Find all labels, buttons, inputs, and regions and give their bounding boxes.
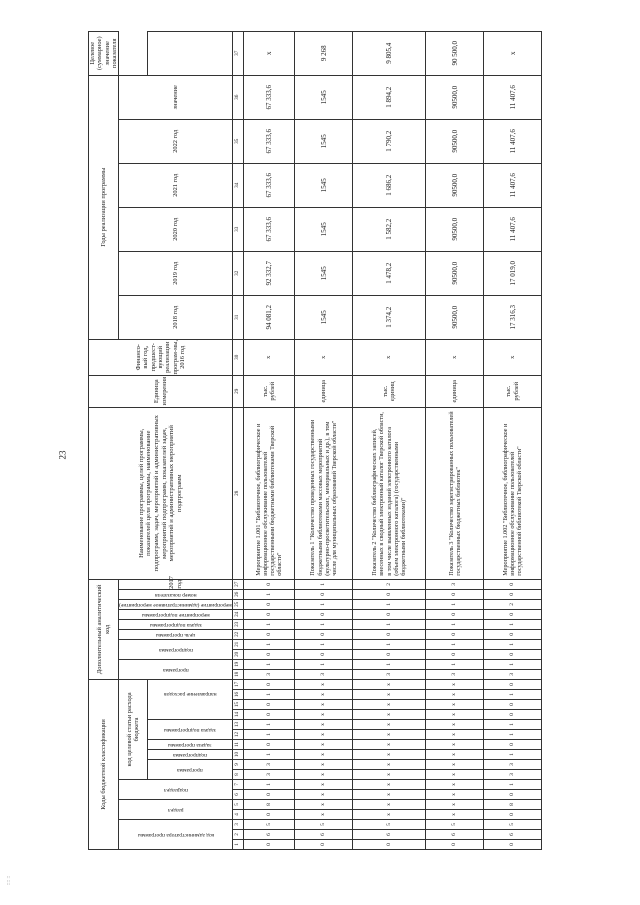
base-year-cell: х [353, 339, 426, 375]
code-cell: 6 [426, 830, 484, 840]
a-indicator-header: мероприятие подпрограммы [119, 609, 233, 619]
program-header: программа [147, 760, 233, 780]
a-event-header: мероприятие (административное мероприятие) [119, 599, 233, 609]
code-cell: 6 [484, 830, 542, 840]
code-cell: х [353, 740, 426, 750]
code-cell: 8 [484, 800, 542, 810]
code-cell: 0 [353, 649, 426, 659]
column-index-cell: 21 [233, 639, 244, 649]
column-index-cell: 2 [233, 830, 244, 840]
target-value-cell: х [484, 31, 542, 75]
column-index-cell: 3 [233, 820, 244, 830]
code-cell: х [426, 760, 484, 770]
code-cell: х [295, 800, 353, 810]
code-cell: 1 [426, 639, 484, 649]
code-cell: 5 [244, 820, 295, 830]
code-cell: 0 [295, 840, 353, 850]
code-cell: х [353, 730, 426, 740]
code-cell: 1 [426, 659, 484, 669]
code-cell: 0 [426, 649, 484, 659]
code-cell: х [295, 700, 353, 710]
year-value-cell: 1 374,2 [353, 295, 426, 339]
code-cell: 3 [244, 770, 295, 780]
code-cell: 1 [244, 730, 295, 740]
code-cell: 1 [484, 720, 542, 730]
code-cell: х [353, 790, 426, 800]
year-value-cell: 1 894,2 [353, 75, 426, 119]
code-cell: х [426, 690, 484, 700]
rotated-page [88, 36, 596, 850]
column-index-cell: 29 [233, 375, 244, 407]
code-cell: 0 [244, 710, 295, 720]
task-subprogram-header: задача подпрограммы [147, 720, 233, 740]
code-cell: х [353, 710, 426, 720]
target-value-cell: 9 268 [295, 31, 353, 75]
table-row [484, 31, 542, 849]
code-cell: х [426, 720, 484, 730]
code-cell: 1 [426, 599, 484, 609]
column-index-cell: 16 [233, 690, 244, 700]
code-cell: 3 [426, 669, 484, 679]
year-value-cell: 1 790,2 [353, 119, 426, 163]
code-cell: 5 [484, 820, 542, 830]
admin-code-header: код администратора программы [119, 820, 233, 850]
target-item-header: код целевой статьи расхода бюджета [119, 679, 147, 779]
code-cell: 0 [484, 810, 542, 820]
code-cell: х [353, 780, 426, 790]
year-2022-header: 2022 год [119, 119, 233, 163]
year-2021-header: 2021 год [119, 163, 233, 207]
code-cell: 3 [353, 669, 426, 679]
code-cell: 0 [244, 740, 295, 750]
column-index-cell: 26 [233, 589, 244, 599]
code-cell: 1 [484, 750, 542, 760]
code-cell: 1 [295, 599, 353, 609]
code-cell: 0 [484, 629, 542, 639]
code-cell: 5 [426, 820, 484, 830]
unit-cell: единица [426, 375, 484, 407]
unit-cell: тыс. рублей [244, 375, 295, 407]
code-cell: 0 [244, 579, 295, 589]
table-row [426, 31, 484, 849]
code-cell: 1 [353, 659, 426, 669]
year-value-cell: 11 407,6 [484, 207, 542, 251]
column-index-cell: 22 [233, 629, 244, 639]
code-cell: 0 [244, 629, 295, 639]
target-value-cell: 9 805,4 [353, 31, 426, 75]
code-cell: 1 [244, 659, 295, 669]
code-cell: х [353, 720, 426, 730]
column-index-cell: 10 [233, 750, 244, 760]
code-cell: 1 [295, 659, 353, 669]
code-cell: 3 [244, 760, 295, 770]
column-index-cell: 4 [233, 810, 244, 820]
year-value-cell: 1 478,2 [353, 251, 426, 295]
code-cell: 0 [353, 629, 426, 639]
column-index-cell: 20 [233, 649, 244, 659]
year-value-cell: 90500,0 [426, 163, 484, 207]
a-program-header: программа [119, 659, 233, 679]
table-row [353, 31, 426, 849]
code-cell: х [295, 770, 353, 780]
year-value-cell: 94 081,2 [244, 295, 295, 339]
code-cell: х [353, 679, 426, 689]
column-index-cell: 6 [233, 790, 244, 800]
code-cell: 0 [484, 840, 542, 850]
column-index-cell: 31 [233, 295, 244, 339]
code-cell: х [426, 730, 484, 740]
code-cell: 0 [244, 649, 295, 659]
code-cell: х [426, 790, 484, 800]
code-cell: 0 [484, 790, 542, 800]
subsection-header: подраздел [119, 780, 233, 800]
code-cell: 1 [244, 690, 295, 700]
table-row [295, 31, 353, 849]
years-group-header: Годы реализации программы [89, 75, 119, 339]
year-value-cell: 1545 [295, 295, 353, 339]
column-index-cell: 18 [233, 669, 244, 679]
analytic-group-header: Дополнительный аналитический код [89, 579, 119, 679]
base-year-header: Финансо-вый год, предшест-вующий реализации програм-мы, 2016 год [89, 339, 233, 375]
table-row [244, 31, 295, 849]
year-value-cell: 67 333,6 [244, 163, 295, 207]
row-name-cell: Показатель 3 "Количество зарегистрированных пользователей государственных бюджетных библиотек" [426, 407, 484, 579]
code-cell: 1 [484, 659, 542, 669]
a-subprogram-header: подпрограмма [119, 639, 233, 659]
column-index-cell: 11 [233, 740, 244, 750]
column-index-cell: 7 [233, 780, 244, 790]
column-index-cell: 5 [233, 800, 244, 810]
year-value-cell: 1545 [295, 119, 353, 163]
code-cell: 0 [244, 790, 295, 800]
year-value-cell: 67 333,6 [244, 207, 295, 251]
code-cell: х [426, 700, 484, 710]
code-cell: 1 [353, 619, 426, 629]
code-cell: х [295, 750, 353, 760]
code-cell: 0 [353, 589, 426, 599]
code-cell: х [353, 800, 426, 810]
base-year-cell: х [244, 339, 295, 375]
code-cell: 0 [244, 599, 295, 609]
row-name-cell: Показатель 1 "Количество проведенных государственными бюджетными библиотеками массовых мероприятий (культурно-просветительских, мемориальных и др.), в том числе для муниципальных образований Тверской области" [295, 407, 353, 579]
code-cell: 6 [295, 830, 353, 840]
column-index-cell: 19 [233, 659, 244, 669]
code-cell: 6 [244, 830, 295, 840]
page-number: 23 [57, 450, 67, 460]
code-cell: х [353, 690, 426, 700]
code-cell: 1 [484, 619, 542, 629]
code-cell: 0 [484, 609, 542, 619]
code-cell: х [353, 770, 426, 780]
code-cell: х [426, 740, 484, 750]
code-cell: 1 [484, 690, 542, 700]
code-cell: 1 [484, 780, 542, 790]
code-cell: 0 [244, 609, 295, 619]
code-cell: х [353, 750, 426, 760]
code-cell: 3 [484, 760, 542, 770]
code-cell: 0 [295, 629, 353, 639]
column-index-cell: 1 [233, 840, 244, 850]
a-task-subprogram-header: задача подпрограммы [119, 619, 233, 629]
column-index-cell: 33 [233, 207, 244, 251]
code-cell: х [426, 800, 484, 810]
year-value-cell: 1 582,2 [353, 207, 426, 251]
year-value-cell: 90500,0 [426, 119, 484, 163]
unit-cell: тыс. рублей [484, 375, 542, 407]
unit-cell: тыс. единиц [353, 375, 426, 407]
a-event-num-header: номер показателя [119, 589, 233, 599]
code-cell: 2 [353, 579, 426, 589]
code-cell: 1 [295, 619, 353, 629]
code-cell: 0 [426, 840, 484, 850]
code-cell: 0 [295, 589, 353, 599]
code-cell: 6 [353, 830, 426, 840]
codes-group-header: Коды бюджетной классификации [89, 679, 119, 849]
year-value-cell: 1545 [295, 207, 353, 251]
program-table-container [88, 36, 596, 850]
year-value-cell: 1545 [295, 163, 353, 207]
column-index-cell: 36 [233, 75, 244, 119]
code-cell: х [426, 810, 484, 820]
code-cell: 1 [295, 579, 353, 589]
program-table [88, 31, 542, 850]
code-cell: 1 [353, 639, 426, 649]
code-cell: 0 [244, 700, 295, 710]
code-cell: х [295, 730, 353, 740]
code-cell: 1 [484, 730, 542, 740]
section-header: раздел [119, 800, 233, 820]
code-cell: 5 [353, 820, 426, 830]
task-program-header: задача программы [147, 740, 233, 750]
code-cell: 0 [244, 810, 295, 820]
column-index-cell: 14 [233, 710, 244, 720]
code-cell: х [295, 810, 353, 820]
target-value-subheader: значение [119, 75, 233, 119]
year-value-cell: 17 019,0 [484, 251, 542, 295]
code-cell: 1 [244, 780, 295, 790]
year-value-cell: 90500,0 [426, 295, 484, 339]
code-cell: х [295, 780, 353, 790]
code-cell: 0 [295, 609, 353, 619]
column-index-cell: 30 [233, 339, 244, 375]
code-cell: 8 [244, 800, 295, 810]
year-value-cell: 67 333,6 [244, 75, 295, 119]
code-cell: х [295, 710, 353, 720]
name-column-header: Наименование программы, целей программы, показателей цели программы, наименование подпрограмм, задач, мероприятий и административных мероприятий подпрограмм, показателей задач, мероприятий и административных мероприятий подпрограмм [89, 407, 233, 579]
code-cell: 1 [244, 619, 295, 629]
column-index-cell: 24 [233, 609, 244, 619]
code-cell: 3 [484, 669, 542, 679]
code-cell: 3 [244, 669, 295, 679]
code-cell: х [295, 790, 353, 800]
code-cell: 3 [484, 770, 542, 780]
unit-cell: единица [295, 375, 353, 407]
code-cell: х [353, 700, 426, 710]
subprogram-header: подпрограмма [147, 750, 233, 760]
code-cell: 2 [484, 599, 542, 609]
code-cell: 0 [426, 609, 484, 619]
column-index-cell: 15 [233, 700, 244, 710]
year-2017-header: 2017 год [119, 579, 233, 589]
column-index-cell: 34 [233, 163, 244, 207]
code-cell: 0 [426, 629, 484, 639]
column-index-cell: 28 [233, 407, 244, 579]
code-cell: х [353, 760, 426, 770]
code-cell: 0 [484, 589, 542, 599]
header-row-1 [89, 31, 119, 849]
target-value-cell: х [244, 31, 295, 75]
year-value-cell: 90500,0 [426, 75, 484, 119]
year-value-cell: 1545 [295, 251, 353, 295]
year-value-cell: 11 407,6 [484, 119, 542, 163]
a-task-program-header: цель программы [119, 629, 233, 639]
year-value-cell: 90500,0 [426, 207, 484, 251]
code-cell: 1 [426, 619, 484, 629]
column-index-cell: 17 [233, 679, 244, 689]
code-cell: 1 [353, 599, 426, 609]
year-value-cell: 1 686,2 [353, 163, 426, 207]
year-value-cell: 67 333,6 [244, 119, 295, 163]
code-cell: х [426, 679, 484, 689]
code-cell: х [426, 710, 484, 720]
code-cell: 1 [295, 639, 353, 649]
code-cell: 0 [484, 740, 542, 750]
column-index-cell: 32 [233, 251, 244, 295]
column-index-cell: 12 [233, 730, 244, 740]
base-year-cell: х [426, 339, 484, 375]
year-value-cell: 11 407,6 [484, 75, 542, 119]
unit-column-header: Единица измерения [89, 375, 233, 407]
code-cell: 1 [244, 750, 295, 760]
code-cell: 0 [426, 589, 484, 599]
code-cell: х [295, 740, 353, 750]
base-year-cell: х [295, 339, 353, 375]
code-cell: 0 [484, 679, 542, 689]
column-index-row [233, 31, 244, 849]
code-cell: х [295, 760, 353, 770]
code-cell: 0 [244, 840, 295, 850]
code-cell: 0 [484, 700, 542, 710]
column-index-cell: 9 [233, 760, 244, 770]
row-name-cell: Мероприятие 1.001 "Библиотечное, библиографическое и информационное обслуживание пользователей государственными бюджетными библиотеками Тверской области" [244, 407, 295, 579]
column-index-cell: 27 [233, 579, 244, 589]
code-cell: х [295, 679, 353, 689]
code-cell: 1 [484, 639, 542, 649]
year-value-cell: 92 332,7 [244, 251, 295, 295]
code-cell: 5 [295, 820, 353, 830]
column-index-cell: 35 [233, 119, 244, 163]
code-cell: 1 [244, 720, 295, 730]
code-cell: 1 [244, 589, 295, 599]
column-index-cell: 23 [233, 619, 244, 629]
target-value-header: Целевое (суммарное) значение показателя [89, 31, 119, 75]
code-cell: 0 [484, 710, 542, 720]
row-name-cell: Показатель 2 "Количество библиографических записей, внесенных в сводный электронный каталог Тверской области, в том числе выявленных изданий электронного каталога (объем электронного каталога) (государственными бюджетными библиотеками)" [353, 407, 426, 579]
code-cell: 0 [484, 649, 542, 659]
column-index-cell: 25 [233, 599, 244, 609]
row-name-cell: Мероприятие 1.002 "Библиотечное, библиографическое и информационное обслуживание пользователей государственной библиотекой Тверской области" [484, 407, 542, 579]
code-cell: 3 [426, 579, 484, 589]
code-cell: 0 [484, 579, 542, 589]
year-2018-header: 2018 год [119, 295, 233, 339]
code-cell: 0 [353, 840, 426, 850]
year-value-cell: 11 407,6 [484, 163, 542, 207]
target-value-cell: 90 500,0 [426, 31, 484, 75]
year-2019-header: 2019 год [119, 251, 233, 295]
code-cell: х [353, 810, 426, 820]
code-cell: х [426, 750, 484, 760]
base-year-cell: х [484, 339, 542, 375]
year-value-cell: 90500,0 [426, 251, 484, 295]
code-cell: х [295, 690, 353, 700]
code-cell: х [295, 720, 353, 730]
year-value-cell: 1545 [295, 75, 353, 119]
code-cell: 3 [295, 669, 353, 679]
code-cell: х [426, 780, 484, 790]
expense-direction-header: направление расходов [147, 669, 233, 719]
code-cell: 0 [295, 649, 353, 659]
code-cell: 0 [244, 679, 295, 689]
code-cell: х [426, 770, 484, 780]
column-index-cell: 37 [233, 31, 244, 75]
year-value-cell: 17 316,3 [484, 295, 542, 339]
year-2020-header: 2020 год [119, 207, 233, 251]
margin-marks: :::: :: [6, 875, 12, 886]
code-cell: 0 [353, 609, 426, 619]
column-index-cell: 8 [233, 770, 244, 780]
column-index-cell: 13 [233, 720, 244, 730]
code-cell: 1 [244, 639, 295, 649]
expense-direction-tail [147, 31, 233, 75]
